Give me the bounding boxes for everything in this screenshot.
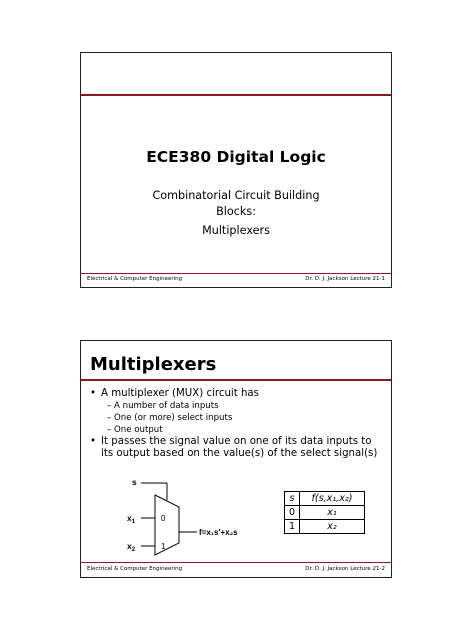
slide-subtitle xyxy=(81,188,391,220)
footer-rule xyxy=(81,273,391,274)
input-0-label: $x_1$ xyxy=(127,513,136,525)
footer-rule xyxy=(81,562,391,563)
header-s: s xyxy=(285,492,300,506)
content-slide xyxy=(80,340,392,578)
table-row xyxy=(285,520,365,534)
sub-item-text: One (or more) select inputs xyxy=(114,413,233,423)
port-1-label: 1 xyxy=(161,542,166,551)
footer-lecture: Dr. D. J. Jackson Lecture 21-2 xyxy=(305,566,385,572)
subtitle-line-1: Combinatorial Circuit Building xyxy=(152,189,320,202)
header-f: f(s,x₁,x₂) xyxy=(300,492,365,506)
sub-item-text: A number of data inputs xyxy=(114,401,219,411)
header-rule xyxy=(81,94,391,96)
subtitle-line-3: Multiplexers xyxy=(202,224,270,237)
footer-lecture: Dr. D. J. Jackson Lecture 21-1 xyxy=(305,276,385,282)
footer-department: Electrical & Computer Engineering xyxy=(87,566,183,572)
title-slide xyxy=(80,52,392,288)
sub-item xyxy=(107,413,232,423)
cell-f: x₁ xyxy=(300,506,365,520)
bullet-text: It passes the signal value on one of its data inputs to its output based on the value(s) of the select signal(s) xyxy=(101,436,378,459)
table-row xyxy=(285,506,365,520)
input-1-label: $x_2$ xyxy=(127,541,136,553)
sub-item-text: One output xyxy=(114,425,163,435)
dash-marker: – xyxy=(107,413,112,423)
cell-s: 1 xyxy=(285,520,300,534)
sub-item xyxy=(107,425,163,435)
mux-body xyxy=(155,495,179,555)
slide-title: ECE380 Digital Logic xyxy=(146,148,326,166)
subtitle-line-2: Blocks: xyxy=(216,205,256,218)
sub-item xyxy=(107,401,219,411)
bullet-marker: • xyxy=(90,436,97,447)
dash-marker: – xyxy=(107,401,112,411)
header-rule xyxy=(81,379,391,381)
bullet-text: A multiplexer (MUX) circuit has xyxy=(101,388,259,399)
bullet-item xyxy=(90,388,380,400)
truth-table xyxy=(284,491,365,534)
mux-diagram xyxy=(121,473,271,558)
bullet-item xyxy=(90,436,380,459)
port-0-label: 0 xyxy=(161,514,166,523)
slide-footer xyxy=(87,276,385,282)
select-label: s xyxy=(132,477,137,487)
table-header-row xyxy=(285,492,365,506)
cell-f: x₂ xyxy=(300,520,365,534)
cell-s: 0 xyxy=(285,506,300,520)
output-function: f=x₁s′+x₂s xyxy=(199,528,238,537)
slide-footer xyxy=(87,566,385,572)
bullet-marker: • xyxy=(90,388,97,399)
footer-department: Electrical & Computer Engineering xyxy=(87,276,183,282)
slide-title: Multiplexers xyxy=(90,354,217,375)
dash-marker: – xyxy=(107,425,112,435)
